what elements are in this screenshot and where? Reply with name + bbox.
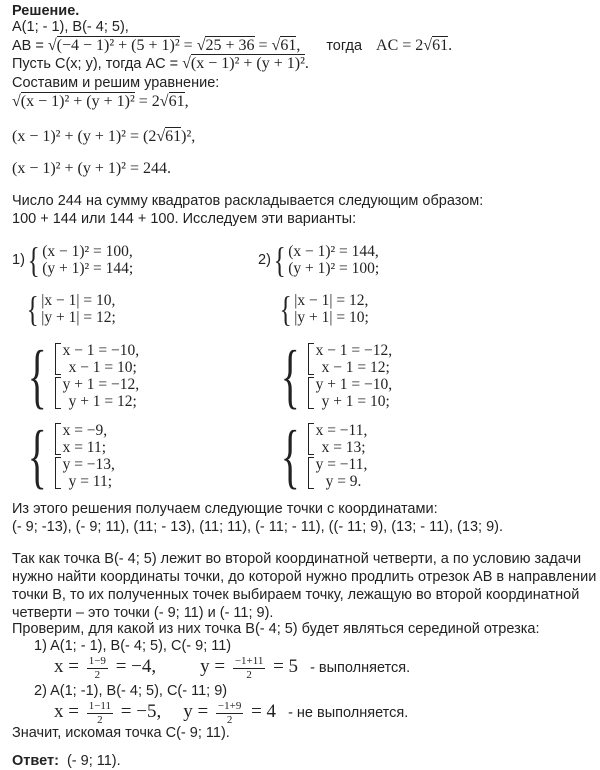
decompose-text-2: 100 + 144 или 144 + 100. Исследуем эти варианты: — [12, 211, 357, 227]
given-points: A(1; - 1), B(- 4; 5), — [12, 19, 129, 35]
brace-icon: { — [27, 240, 40, 280]
check1-label: 1) A(1; - 1), B(- 4; 5), C(- 9; 11) — [34, 638, 232, 654]
answer-label: Ответ: — [12, 753, 59, 769]
bracket-icon — [55, 343, 61, 375]
bracket-icon — [308, 377, 314, 409]
let-c-line: Пусть С(х; у), тогда AC = √(x − 1)² + (y + 1)². — [12, 55, 309, 72]
brace-icon: { — [280, 416, 300, 496]
result-points: (- 9; -13), (- 9; 11), (11; - 13), (11; 11), (- 11; - 11), ((- 11; 9), (13; - 11), (13; 9). — [12, 519, 503, 535]
result-text-1: Из этого решения получаем следующие точки с координатами: — [12, 501, 438, 517]
check2-formula: x = $\frac{1-11}{2}$ = −5, y = $\frac{-1+9}{2}$ = 4 - не выполняется. — [54, 699, 409, 726]
bracket-icon — [55, 457, 61, 489]
case2-system-1: 2) { (x − 1)² = 144, (y + 1)² = 100; — [258, 240, 380, 280]
reason-line-2: нужно найти координаты точки, до которой нужно продлить отрезок АВ в направлении — [12, 569, 597, 585]
brace-icon: { — [27, 336, 47, 416]
case1-system-2: { |x − 1| = 10, |y + 1| = 12; — [26, 289, 116, 329]
answer-line — [12, 752, 121, 770]
case2-system-2: { |x − 1| = 12, |y + 1| = 10; — [279, 289, 369, 329]
equation-squared: (x − 1)² + (y + 1)² = (2√61)², — [12, 128, 196, 145]
answer-value: (- 9; 11). — [66, 753, 121, 769]
bracket-icon — [55, 377, 61, 409]
brace-icon: { — [280, 336, 300, 416]
equation-244: (x − 1)² + (y + 1)² = 244. — [12, 160, 171, 177]
case1-system-1: 1) { (x − 1)² = 100, (y + 1)² = 144; — [12, 240, 134, 280]
case2-system-3: { x − 1 = −12, x − 1 = 12; y + 1 = −10, y + 1 = 10; — [280, 336, 393, 416]
case2-system-4: { x = −11, x = 13; y = −11, y = 9. — [280, 416, 368, 496]
bracket-icon — [308, 423, 314, 455]
bracket-icon — [55, 423, 61, 455]
brace-icon: { — [26, 289, 39, 329]
reason-line-1: Так как точка В(- 4; 5) лежит во второй координатной четверти, а по условию задачи — [12, 551, 582, 567]
compose-text: Составим и решим уравнение: — [12, 75, 220, 91]
reason-line-3: точки В, то их полученных точек выбираем точку, лежащую во второй координатной — [12, 587, 580, 603]
ab-length-line: AB = √(−4 − 1)² + (5 + 1)² = √25 + 36 = √61, тогда AC = 2√61. — [12, 37, 453, 54]
conclusion-text: Значит, искомая точка С(- 9; 11). — [12, 725, 230, 741]
check1-formula: x = $\frac{1-9}{2}$ = −4, y = $\frac{-1+11}{2}$ = 5 - выполняется. — [54, 654, 411, 681]
bracket-icon — [308, 343, 314, 375]
brace-icon: { — [27, 416, 47, 496]
bracket-icon — [308, 457, 314, 489]
case1-system-4: { x = −9, x = 11; y = −13, y = 11; — [27, 416, 115, 496]
brace-icon: { — [279, 289, 292, 329]
brace-icon: { — [273, 240, 286, 280]
case1-system-3: { x − 1 = −10, x − 1 = 10; y + 1 = −12, y + 1 = 12; — [27, 336, 140, 416]
equation-sqrt: √(x − 1)² + (y + 1)² = 2√61, — [12, 93, 189, 110]
reason-line-4: четверти – это точки (- 9; 11) и (- 11; 9). — [12, 605, 274, 621]
solution-title: Решение. — [12, 3, 80, 19]
decompose-text-1: Число 244 на сумму квадратов раскладывается следующим образом: — [12, 193, 484, 209]
check2-label: 2) A(1; -1), B(- 4; 5), C(- 11; 9) — [34, 683, 228, 699]
reason-line-5: Проверим, для какой из них точка В(- 4; 5) будет являться серединой отрезка: — [12, 621, 540, 637]
